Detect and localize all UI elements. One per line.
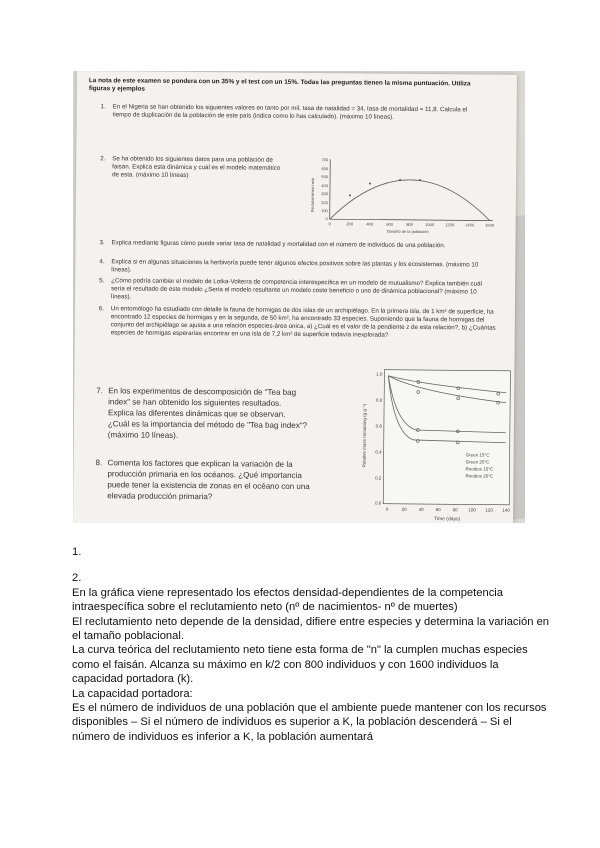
legend-entry: Rooibos 25°C [465, 473, 494, 479]
graph1-axes [330, 159, 494, 220]
graph2-xtick: 20 [401, 506, 407, 512]
recruitment-curve [330, 179, 490, 220]
recruitment-graph [308, 155, 499, 237]
question-2: Se ha obtenido los siguientes datos para una población de faisán. Explica esta dinámica y cuál es el modelo matemático de esta. (máximo 10 líneas) [112, 155, 281, 179]
graph2-xtick: 140 [502, 507, 510, 513]
question-5: ¿Cómo podría cambiar el modelo de Lotka-Volterra de competencia interespecífica en un modelo de mutualismo? Explica también cuál sería el resultado de este modelo ¿Sería el modelo resultante un modelo coste beneficio o uno de dinámica poblacional? (máximo 10 líneas). [111, 277, 482, 301]
legend-entry: Rooibos 15°C [465, 466, 494, 472]
graph1-xtick: 1000 [425, 222, 435, 228]
graph2-xtick: 120 [485, 507, 493, 513]
data-point [399, 179, 401, 181]
question-1: En el Nigeria se han obtenido los siguientes valores en tanto por mil, tasa de natalidad = 34, tasa de mortalidad = 11,8. Calcula el tiempo de duplicación de la población de este país (indica como lo has calculado). (máximo 10 líneas). [112, 103, 468, 121]
answer-paragraph: En la gráfica viene representado los efectos densidad-dependientes de la competencia intraespecífica sobre el reclutamiento neto (nº de nacimientos- nº de muertes) [72, 586, 504, 614]
legend-entry: Green 25°C [465, 459, 490, 465]
graph1-ytick: 200 [321, 200, 328, 206]
exam-header: La nota de este examen se pondera con un 35% y el test con un 15%. Todas las preguntas tienen la misma puntuación. Utiliza figuras y ejemplos [88, 77, 471, 93]
answer-2-number: 2. [72, 572, 82, 585]
exam-photo [73, 71, 525, 523]
answer-paragraph: La curva teórica del reclutamiento neto tiene esta forma de "n" la cumplen muchas especies como el faisán. Alcanza su máximo en k/2 con 800 individuos y con 1600 individuos la capacidad portadora (k). [72, 644, 528, 686]
graph2-xlabel: Time (days) [433, 516, 461, 523]
graph1-xtick: 0 [328, 221, 331, 227]
graph2-ytick: 1.0 [376, 371, 383, 377]
graph1-xtick: 1400 [465, 222, 475, 228]
graph1-xtick: 1600 [485, 222, 495, 228]
q2-number: 2. [100, 155, 106, 163]
legend-entry: Green 15°C [465, 452, 490, 458]
data-point [349, 194, 351, 196]
graph1-ytick: 0 [325, 216, 328, 222]
graph1-xtick: 600 [386, 221, 394, 227]
graph2-xtick: 100 [468, 507, 476, 513]
answer-1-number: 1. [72, 546, 82, 558]
q4-number: 4. [99, 258, 105, 266]
q6-number: 6. [98, 305, 105, 313]
question-6: Un entomólogo ha estudiado con detalle la fauna de hormigas de dos islas de un archipiélago. En la primera isla, de 1 km² de superficie, ha encontrado 12 especies de hormigas y en la segunda, de 50 km², ha encontrado 33 especies. Suponiendo que la fauna de hormigas del conjunto del archipiélago se ajusta a una relación especies-área única, a) ¿Cuál es el valor de la pendiente z de esta relación?, b) ¿Cuántas especies de hormigas esperarías encontrar en una isla de 7,2 km² de superficie todavía inexplorada? [110, 305, 496, 339]
graph2-xtick: 60 [435, 507, 441, 513]
data-point [369, 183, 371, 185]
tea-bag-graph [357, 365, 514, 523]
graph2-ytick: 0.2 [375, 475, 382, 481]
graph1-ytick: 600 [321, 166, 329, 172]
q8-number: 8. [95, 458, 103, 468]
data-point [419, 179, 421, 181]
q3-number: 3. [99, 239, 105, 247]
answers-section [72, 545, 552, 744]
graph2-ytick: 0.6 [375, 423, 382, 429]
graph1-ytick: 400 [321, 183, 329, 189]
q1-number: 1. [100, 103, 106, 111]
graph2-ytick: 0.8 [375, 397, 383, 403]
graph1-ytick: 100 [321, 208, 328, 214]
answer-paragraph: Es el número de individuos de una población que el ambiente puede mantener con los recursos disponibles – Si el número de individuos es superior a K, la población descenderá – Si el número de individuos es inferior a K, la población aumentará [72, 702, 547, 743]
question-8: Comenta los factores que explican la variación de la producción primaria en los océanos. ¿Qué importancia puede tener la existencia de zonas en el océano con una elevada producción primaria? [107, 458, 310, 502]
question-7: En los experimentos de descomposición de "Tea bag index" se han obtenido los siguientes resultados. Explica las diferentes dinámicas que se observan. ¿Cuál es la importancia del método de "Tea bag index"? (máximo 10 líneas). [107, 386, 308, 440]
answer-paragraph: El reclutamiento neto depende de la densidad, difiere entre especies y determina la variación en el tamaño poblacional. [72, 615, 550, 643]
q7-number: 7. [96, 386, 103, 396]
q5-number: 5. [99, 277, 105, 285]
answer-paragraph: La capacidad portadora: [72, 687, 193, 700]
graph2-ylabel: Relative mass remaining (g g⁻¹) [361, 403, 368, 468]
graph2-frame [383, 370, 510, 505]
graph2-xtick: 80 [452, 507, 458, 513]
graph1-ytick: 700 [321, 157, 329, 163]
graph1-xtick: 200 [346, 221, 354, 227]
graph1-ytick: 300 [321, 191, 328, 197]
graph2-xtick: 40 [418, 506, 424, 513]
question-4: Explica si en algunas situaciones la herbivoría puede tener algunos efectos positivos sobre las plantas y los ecosistemas. (máximo 10 líneas). [111, 258, 479, 274]
graph2-ytick: 0.4 [375, 449, 382, 455]
graph2-xtick: 0 [385, 506, 389, 512]
graph1-xtick: 1200 [445, 222, 455, 228]
graph2-ytick: 0.0 [374, 500, 382, 506]
graph1-xtick: 400 [366, 221, 374, 227]
question-3: Explica mediante figuras cómo puede variar tasa de natalidad y mortalidad con el número de individuos de una población. [111, 239, 446, 250]
graph1-xtick: 800 [406, 221, 414, 227]
graph1-ytick: 500 [321, 174, 329, 180]
graph1-ylabel: Reclutamiento neto [309, 177, 316, 213]
exam-sheet [73, 71, 517, 523]
graph1-xlabel: Tamaño de la población [386, 228, 429, 235]
